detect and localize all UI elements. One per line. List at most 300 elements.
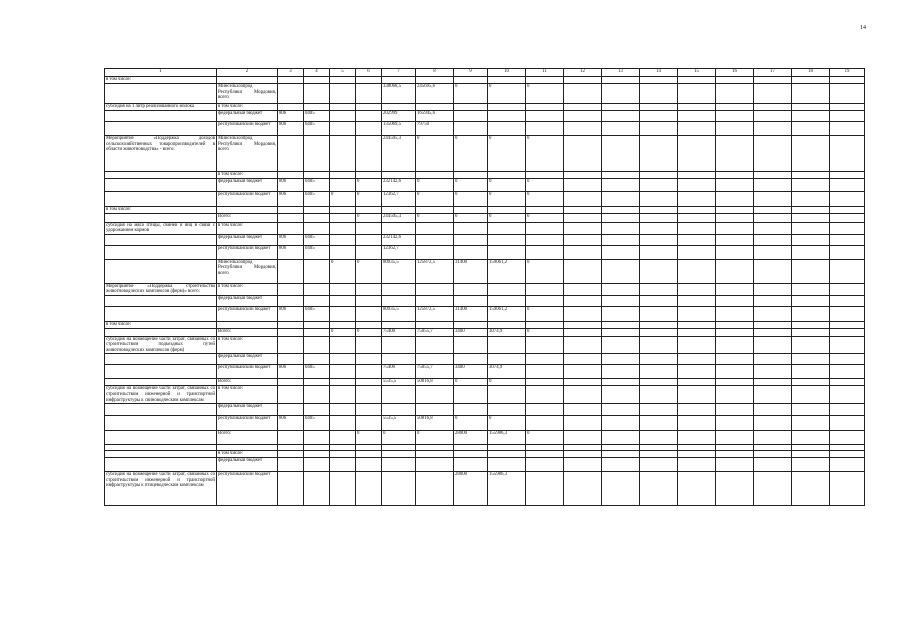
table-cell: [754, 306, 792, 321]
table-cell: [105, 111, 217, 122]
table-cell: 12362,7: [382, 245, 416, 259]
table-cell: [416, 295, 454, 306]
table-cell: [105, 192, 217, 207]
table-cell: [304, 104, 330, 111]
table-cell: 806: [278, 306, 304, 321]
table-cell: [830, 295, 865, 306]
table-cell: республиканский бюджет: [217, 365, 278, 379]
header-cell: 12: [564, 69, 602, 77]
table-cell: [330, 136, 356, 172]
table-cell: 0: [526, 328, 564, 336]
table-cell: [640, 77, 678, 84]
table-cell: [278, 104, 304, 111]
table-cell: 0: [488, 379, 526, 386]
table-cell: [454, 122, 488, 136]
table-cell: [416, 222, 454, 234]
table-row: [105, 122, 865, 136]
table-cell: [792, 336, 830, 354]
header-row: [105, 69, 865, 77]
table-cell: [792, 321, 830, 328]
table-cell: [754, 234, 792, 245]
table-cell: [602, 336, 640, 354]
table-cell: [754, 213, 792, 222]
table-cell: [678, 365, 716, 379]
table-cell: [454, 295, 488, 306]
table-cell: [830, 245, 865, 259]
table-cell: [678, 77, 716, 84]
header-cell: 1: [105, 69, 217, 77]
table-cell: 0405: [304, 234, 330, 245]
table-cell: [792, 259, 830, 283]
table-row: [105, 213, 865, 222]
table-cell: [716, 192, 754, 207]
table-cell: [416, 354, 454, 365]
table-cell: 3400: [454, 328, 488, 336]
table-cell: 0: [416, 136, 454, 172]
table-cell: [678, 472, 716, 506]
table-cell: 31400: [454, 306, 488, 321]
table-cell: 0: [526, 192, 564, 207]
table-cell: [330, 472, 356, 506]
table-cell: федеральный бюджет: [217, 111, 278, 122]
table-cell: [602, 379, 640, 386]
table-cell: [304, 172, 330, 179]
header-cell: 11: [526, 69, 564, 77]
table-cell: [830, 404, 865, 416]
table-cell: [488, 404, 526, 416]
table-cell: [792, 379, 830, 386]
table-cell: [640, 451, 678, 458]
table-cell: [278, 431, 304, 445]
table-cell: [564, 431, 602, 445]
table-cell: [304, 207, 330, 214]
table-cell: 79750: [416, 122, 454, 136]
table-cell: 50816,8: [416, 416, 454, 431]
table-cell: [602, 222, 640, 234]
table-cell: [454, 104, 488, 111]
table-cell: [716, 213, 754, 222]
table-cell: [526, 172, 564, 179]
table-cell: Всего:: [217, 379, 278, 386]
table-cell: 0405: [304, 192, 330, 207]
table-cell: 75400: [382, 365, 416, 379]
table-cell: 155986,3: [488, 472, 526, 506]
table-cell: [488, 458, 526, 472]
table-cell: [754, 336, 792, 354]
table-cell: федеральный бюджет: [217, 234, 278, 245]
table-cell: [564, 328, 602, 336]
table-cell: [640, 172, 678, 179]
table-cell: [830, 431, 865, 445]
table-row: [105, 379, 865, 386]
table-body: [105, 77, 865, 506]
table-cell: [602, 245, 640, 259]
table-cell: [830, 192, 865, 207]
table-cell: [304, 222, 330, 234]
table-cell: [564, 365, 602, 379]
table-cell: [716, 451, 754, 458]
table-cell: [792, 84, 830, 104]
table-cell: [526, 365, 564, 379]
table-cell: [278, 386, 304, 404]
table-cell: [454, 234, 488, 245]
table-cell: [356, 207, 382, 214]
table-cell: [105, 245, 217, 259]
table-cell: [754, 77, 792, 84]
table-cell: 0: [488, 416, 526, 431]
table-cell: [754, 172, 792, 179]
table-cell: [278, 336, 304, 354]
table-cell: [602, 84, 640, 104]
table-cell: [830, 451, 865, 458]
table-cell: 0: [416, 179, 454, 192]
table-cell: [678, 451, 716, 458]
table-cell: [278, 259, 304, 283]
table-row: [105, 192, 865, 207]
table-cell: [416, 234, 454, 245]
table-cell: [105, 365, 217, 379]
table-cell: [830, 234, 865, 245]
table-cell: [602, 306, 640, 321]
table-cell: [792, 283, 830, 295]
table-cell: [602, 122, 640, 136]
table-cell: [526, 321, 564, 328]
table-cell: в том числе:: [105, 77, 217, 84]
table-cell: [640, 136, 678, 172]
table-cell: [488, 283, 526, 295]
table-cell: в том числе:: [105, 321, 217, 328]
table-cell: [830, 84, 865, 104]
table-cell: [416, 458, 454, 472]
table-row: [105, 472, 865, 506]
table-cell: [564, 136, 602, 172]
table-cell: [792, 431, 830, 445]
table-cell: [830, 306, 865, 321]
table-row: [105, 259, 865, 283]
table-cell: [356, 336, 382, 354]
table-cell: [754, 451, 792, 458]
table-cell: [356, 104, 382, 111]
table-cell: [330, 104, 356, 111]
table-row: [105, 321, 865, 328]
table-cell: [330, 431, 356, 445]
table-cell: [792, 122, 830, 136]
table-cell: [564, 172, 602, 179]
table-cell: [526, 77, 564, 84]
table-cell: [488, 111, 526, 122]
table-cell: [356, 321, 382, 328]
table-cell: [356, 451, 382, 458]
table-cell: 0: [526, 259, 564, 283]
table-cell: [754, 283, 792, 295]
table-cell: [330, 365, 356, 379]
table-cell: [716, 295, 754, 306]
table-cell: [754, 386, 792, 404]
table-cell: [792, 354, 830, 365]
table-cell: [716, 84, 754, 104]
table-cell: 3074,9: [488, 328, 526, 336]
table-cell: 244505,3: [382, 213, 416, 222]
table-cell: [217, 321, 278, 328]
table-cell: 3400: [454, 365, 488, 379]
table-cell: [105, 354, 217, 365]
table-cell: 0405: [304, 365, 330, 379]
table-cell: 0: [356, 192, 382, 207]
table-cell: [278, 77, 304, 84]
table-cell: [356, 404, 382, 416]
table-cell: [640, 283, 678, 295]
table-cell: [602, 404, 640, 416]
table-cell: [526, 336, 564, 354]
table-cell: 0: [454, 136, 488, 172]
table-cell: [754, 222, 792, 234]
table-cell: [304, 283, 330, 295]
table-row: [105, 111, 865, 122]
table-cell: 159061,2: [488, 259, 526, 283]
table-cell: [416, 245, 454, 259]
table-cell: [792, 245, 830, 259]
table-cell: 806: [278, 365, 304, 379]
table-cell: [526, 354, 564, 365]
header-cell: 8: [416, 69, 454, 77]
table-cell: [356, 283, 382, 295]
table-cell: 155986,3: [488, 431, 526, 445]
table-cell: [678, 84, 716, 104]
table-cell: [716, 321, 754, 328]
table-cell: [304, 404, 330, 416]
table-cell: [792, 172, 830, 179]
table-cell: [602, 259, 640, 283]
table-cell: в том числе:: [217, 104, 278, 111]
table-cell: [278, 207, 304, 214]
table-cell: [678, 431, 716, 445]
table-cell: 0: [416, 192, 454, 207]
table-cell: 0: [416, 431, 454, 445]
table-row: [105, 336, 865, 354]
table-cell: 0: [454, 416, 488, 431]
table-cell: [640, 192, 678, 207]
table-cell: 159061,2: [488, 306, 526, 321]
table-cell: [792, 207, 830, 214]
table-cell: [278, 283, 304, 295]
table-cell: [564, 245, 602, 259]
table-cell: [716, 222, 754, 234]
table-cell: [792, 192, 830, 207]
table-cell: [330, 213, 356, 222]
table-cell: [105, 328, 217, 336]
table-cell: [278, 136, 304, 172]
header-cell: 7: [382, 69, 416, 77]
table-cell: [564, 283, 602, 295]
table-cell: [640, 222, 678, 234]
table-cell: [602, 458, 640, 472]
table-cell: [304, 472, 330, 506]
table-cell: [678, 458, 716, 472]
table-cell: [278, 451, 304, 458]
table-cell: [754, 458, 792, 472]
table-cell: [602, 234, 640, 245]
table-cell: [640, 104, 678, 111]
table-row: [105, 136, 865, 172]
table-cell: [678, 172, 716, 179]
table-cell: [330, 84, 356, 104]
table-cell: [330, 122, 356, 136]
table-cell: [716, 431, 754, 445]
table-cell: [640, 234, 678, 245]
table-cell: [356, 222, 382, 234]
table-cell: [488, 207, 526, 214]
table-cell: [217, 207, 278, 214]
table-cell: [330, 458, 356, 472]
table-cell: [716, 386, 754, 404]
table-cell: 12362,7: [382, 192, 416, 207]
header-cell: 14: [640, 69, 678, 77]
table-cell: [105, 122, 217, 136]
header-cell: 2: [217, 69, 278, 77]
table-cell: федеральный бюджет: [217, 404, 278, 416]
table-cell: [602, 192, 640, 207]
table-cell: [526, 472, 564, 506]
table-cell: 202999: [382, 111, 416, 122]
table-cell: [278, 321, 304, 328]
table-cell: [716, 472, 754, 506]
table-cell: 0: [330, 259, 356, 283]
table-cell: [356, 77, 382, 84]
table-cell: в том числе:: [217, 222, 278, 234]
table-cell: Минсельхозпрод Республики Мордовия, всего: [217, 84, 278, 104]
table-cell: 0: [356, 259, 382, 283]
table-cell: [754, 354, 792, 365]
table-cell: [830, 222, 865, 234]
table-cell: [792, 404, 830, 416]
table-cell: [640, 416, 678, 431]
table-cell: [754, 136, 792, 172]
table-cell: [716, 283, 754, 295]
table-cell: [382, 104, 416, 111]
table-cell: [640, 336, 678, 354]
table-cell: [382, 321, 416, 328]
table-cell: [304, 321, 330, 328]
table-cell: 0: [526, 84, 564, 104]
table-cell: [382, 354, 416, 365]
table-cell: 3074,9: [488, 365, 526, 379]
table-cell: Минсельхозпрод Республики Мордовия, всего: [217, 259, 278, 283]
table-cell: [356, 354, 382, 365]
table-cell: [678, 245, 716, 259]
table-cell: [278, 354, 304, 365]
table-cell: [105, 213, 217, 222]
table-cell: [602, 365, 640, 379]
table-row: [105, 245, 865, 259]
table-cell: [454, 207, 488, 214]
table-cell: [454, 386, 488, 404]
table-cell: [716, 111, 754, 122]
table-cell: [330, 451, 356, 458]
table-cell: 28000: [454, 431, 488, 445]
table-cell: [416, 104, 454, 111]
table-cell: 0: [454, 84, 488, 104]
table-cell: [416, 336, 454, 354]
table-cell: [488, 386, 526, 404]
table-cell: 0: [330, 192, 356, 207]
table-cell: [356, 386, 382, 404]
table-cell: [454, 321, 488, 328]
table-cell: [564, 386, 602, 404]
table-cell: [526, 111, 564, 122]
table-cell: [602, 213, 640, 222]
table-cell: [564, 458, 602, 472]
table-cell: [382, 386, 416, 404]
table-cell: 0: [488, 192, 526, 207]
table-cell: [754, 111, 792, 122]
table-cell: [105, 404, 217, 416]
table-cell: 135069,5: [382, 122, 416, 136]
table-cell: [454, 283, 488, 295]
table-cell: 806: [278, 111, 304, 122]
table-cell: [564, 295, 602, 306]
table-cell: [754, 84, 792, 104]
table-cell: [678, 295, 716, 306]
table-cell: [830, 283, 865, 295]
table-cell: [105, 234, 217, 245]
table-cell: [356, 122, 382, 136]
table-cell: [330, 179, 356, 192]
table-cell: [792, 179, 830, 192]
table-cell: [792, 365, 830, 379]
table-cell: [356, 458, 382, 472]
table-cell: республиканский бюджет: [217, 192, 278, 207]
table-cell: [830, 77, 865, 84]
table-cell: [678, 404, 716, 416]
table-cell: [792, 104, 830, 111]
table-cell: [678, 222, 716, 234]
header-cell: 15: [678, 69, 716, 77]
table-cell: [640, 386, 678, 404]
table-cell: Минсельхозпрод Республики Мордовия, всего: [217, 136, 278, 172]
table-cell: [640, 213, 678, 222]
table-cell: [526, 104, 564, 111]
table-cell: [602, 431, 640, 445]
table-cell: [330, 207, 356, 214]
table-cell: [564, 404, 602, 416]
table-cell: [678, 136, 716, 172]
table-cell: [564, 451, 602, 458]
table-cell: [640, 379, 678, 386]
table-cell: [278, 404, 304, 416]
table-cell: [382, 451, 416, 458]
table-cell: [754, 379, 792, 386]
table-cell: [792, 458, 830, 472]
table-cell: [526, 386, 564, 404]
table-cell: [678, 122, 716, 136]
table-cell: [678, 213, 716, 222]
table-cell: [564, 259, 602, 283]
table-cell: [330, 234, 356, 245]
table-cell: Всего:: [217, 431, 278, 445]
table-cell: [278, 295, 304, 306]
table-cell: [640, 245, 678, 259]
table-cell: [330, 416, 356, 431]
table-cell: [488, 122, 526, 136]
table-cell: [640, 404, 678, 416]
table-cell: 0: [330, 328, 356, 336]
table-cell: [278, 172, 304, 179]
table-cell: [716, 458, 754, 472]
table-row: [105, 222, 865, 234]
table-cell: 0: [356, 213, 382, 222]
table-cell: субсидия на 1 литр реализованного молока: [105, 104, 217, 111]
table-cell: [304, 379, 330, 386]
